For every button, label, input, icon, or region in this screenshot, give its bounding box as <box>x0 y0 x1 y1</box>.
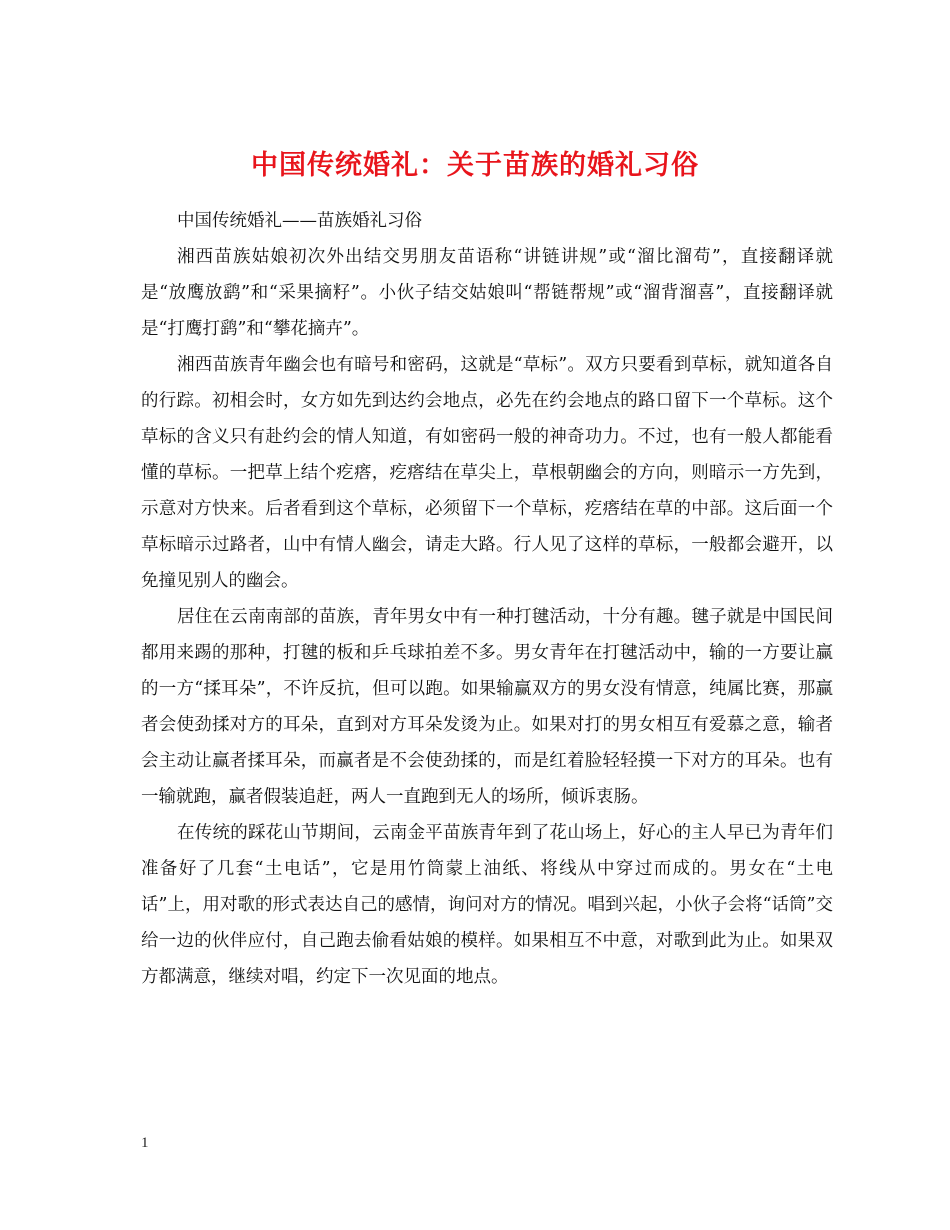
document-title: 中国传统婚礼：关于苗族的婚礼习俗 <box>251 150 699 182</box>
paragraph-1: 湘西苗族姑娘初次外出结交男朋友苗语称“讲链讲规”或“溜比溜苟”，直接翻译就是“放鹰放鹞”和“采果摘籽”。小伙子结交姑娘叫“帮链帮规”或“溜背溜喜”，直接翻译就是“打鹰打鹞”和“攀花摘卉”。 <box>141 247 833 339</box>
paragraph-4: 在传统的踩花山节期间，云南金平苗族青年到了花山场上，好心的主人早已为青年们准备好了几套“土电话”，它是用竹筒蒙上油纸、将线从中穿过而成的。男女在“土电话”上，用对歌的形式表达自己的感情，询问对方的情况。唱到兴起，小伙子会将“话筒”交给一边的伙伴应付，自己跑去偷看姑娘的模样。如果相互不中意，对歌到此为止。如果双方都满意，继续对唱，约定下一次见面的地点。 <box>141 823 833 987</box>
paragraph-2: 湘西苗族青年幽会也有暗号和密码，这就是“草标”。双方只要看到草标，就知道各自的行踪。初相会时，女方如先到达约会地点，必先在约会地点的路口留下一个草标。这个草标的含义只有赴约会的情人知道，有如密码一般的神奇功力。不过，也有一般人都能看懂的草标。一把草上结个疙瘩，疙瘩结在草尖上，草根朝幽会的方向，则暗示一方先到，示意对方快来。后者看到这个草标，必须留下一个草标，疙瘩结在草的中部。这后面一个草标暗示过路者，山中有情人幽会，请走大路。行人见了这样的草标，一般都会避开，以免撞见别人的幽会。 <box>141 355 833 591</box>
paragraph-3: 居住在云南南部的苗族，青年男女中有一种打毽活动，十分有趣。毽子就是中国民间都用来踢的那种，打毽的板和乒乓球拍差不多。男女青年在打毽活动中，输的一方要让赢的一方“揉耳朵”，不许反抗，但可以跑。如果输赢双方的男女没有情意，纯属比赛，那赢者会使劲揉对方的耳朵，直到对方耳朵发烫为止。如果对打的男女相互有爱慕之意，输者会主动让赢者揉耳朵，而赢者是不会使劲揉的，而是红着脸轻轻摸一下对方的耳朵。也有一输就跑，赢者假装追赶，两人一直跑到无人的场所，倾诉衷肠。 <box>141 607 833 807</box>
subtitle-line: 中国传统婚礼——苗族婚礼习俗 <box>177 211 422 231</box>
page-number: 1 <box>141 1135 149 1151</box>
document-body <box>141 203 833 995</box>
